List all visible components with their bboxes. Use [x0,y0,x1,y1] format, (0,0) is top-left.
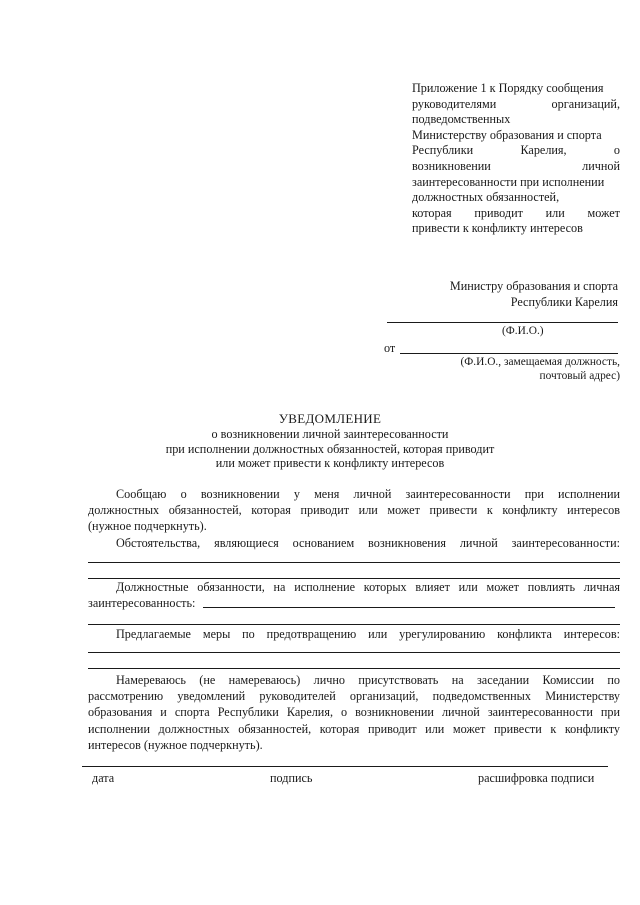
measures-field[interactable] [88,668,620,669]
appendix-line: Приложение 1 к Порядку сообщения [412,81,604,95]
signature-caption: подпись [270,771,313,785]
paragraph-line: Предлагаемые меры по предотвращению или урегулированию конфликта интересов: [116,627,620,641]
measures-field[interactable] [88,652,620,653]
circumstances-field[interactable] [88,562,620,563]
appendix-line: привести к конфликту интересов [412,221,583,236]
paragraph-line: рассмотрению уведомлений руководителей организаций, подведомственных Министерству [88,689,620,703]
paragraph-line: Сообщаю о возникновении у меня личной заинтересованности при исполнении [116,487,620,501]
paragraph-intent [116,672,620,688]
paragraph-line: должностных обязанностей, которая приводит или может привести к конфликту интересов [88,503,620,517]
paragraph-circumstances [116,535,620,551]
notice-subtitle [60,427,600,471]
addressee-line: Министру образования и спорта [449,279,618,293]
from-caption: (Ф.И.О., замещаемая должность, [460,356,620,368]
appendix-line: подведомственных [412,112,511,127]
addressee-line: Республики Карелия [510,294,618,309]
appendix-line: которая приводит или может [412,205,620,220]
paragraph-line: заинтересованность: [88,596,196,610]
appendix-line: заинтересованности при исполнении [412,174,605,189]
paragraph-report-cont [88,502,620,535]
paragraph-line: образования и спорта Республики Карелия, о возникновении личной заинтересованности при [88,705,620,720]
fio-recipient-field[interactable] [387,322,618,323]
appendix-line: Республики Карелия, о [412,143,620,158]
signature-field[interactable] [82,766,608,767]
decoding-caption: расшифровка подписи [478,771,595,785]
paragraph-line: интересов (нужное подчеркнуть). [88,737,263,752]
paragraph-line: (нужное подчеркнуть). [88,519,207,534]
paragraph-duties [116,579,620,595]
paragraph-duties-cont [88,595,218,611]
from-caption: почтовый адрес) [539,370,620,382]
addressee-block [450,279,618,310]
paragraph-measures [116,626,620,642]
duties-field[interactable] [203,607,615,608]
fio-caption: (Ф.И.О.) [502,325,544,337]
date-caption: дата [92,771,115,785]
from-label: от [384,341,396,355]
appendix-header [412,81,620,237]
appendix-line: должностных обязанностей, [412,190,560,205]
notice-title: УВЕДОМЛЕНИЕ [278,411,382,426]
paragraph-line: исполнении должностных обязанностей, которая приводит или может привести к конфликту [88,721,620,736]
appendix-line: возникновении личной [412,158,620,173]
paragraph-report [88,486,620,502]
paragraph-line: Обстоятельства, являющиеся основанием возникновения личной заинтересованности: [116,536,620,550]
paragraph-line: Намереваюсь (не намереваюсь) лично присутствовать на заседании Комиссии по [116,673,620,687]
from-field[interactable] [400,353,618,354]
appendix-line: руководителями организаций, [412,96,620,111]
paragraph-intent-cont [88,688,620,753]
paragraph-line: Должностные обязанности, на исполнение которых влияет или может повлиять личная [116,580,620,594]
subtitle-line: или может привести к конфликту интересов [215,456,445,471]
subtitle-line: при исполнении должностных обязанностей, которая приводит [165,441,495,456]
duties-field[interactable] [88,624,620,625]
appendix-line: Министерству образования и спорта [412,127,602,142]
subtitle-line: о возникновении личной заинтересованности [211,427,449,441]
